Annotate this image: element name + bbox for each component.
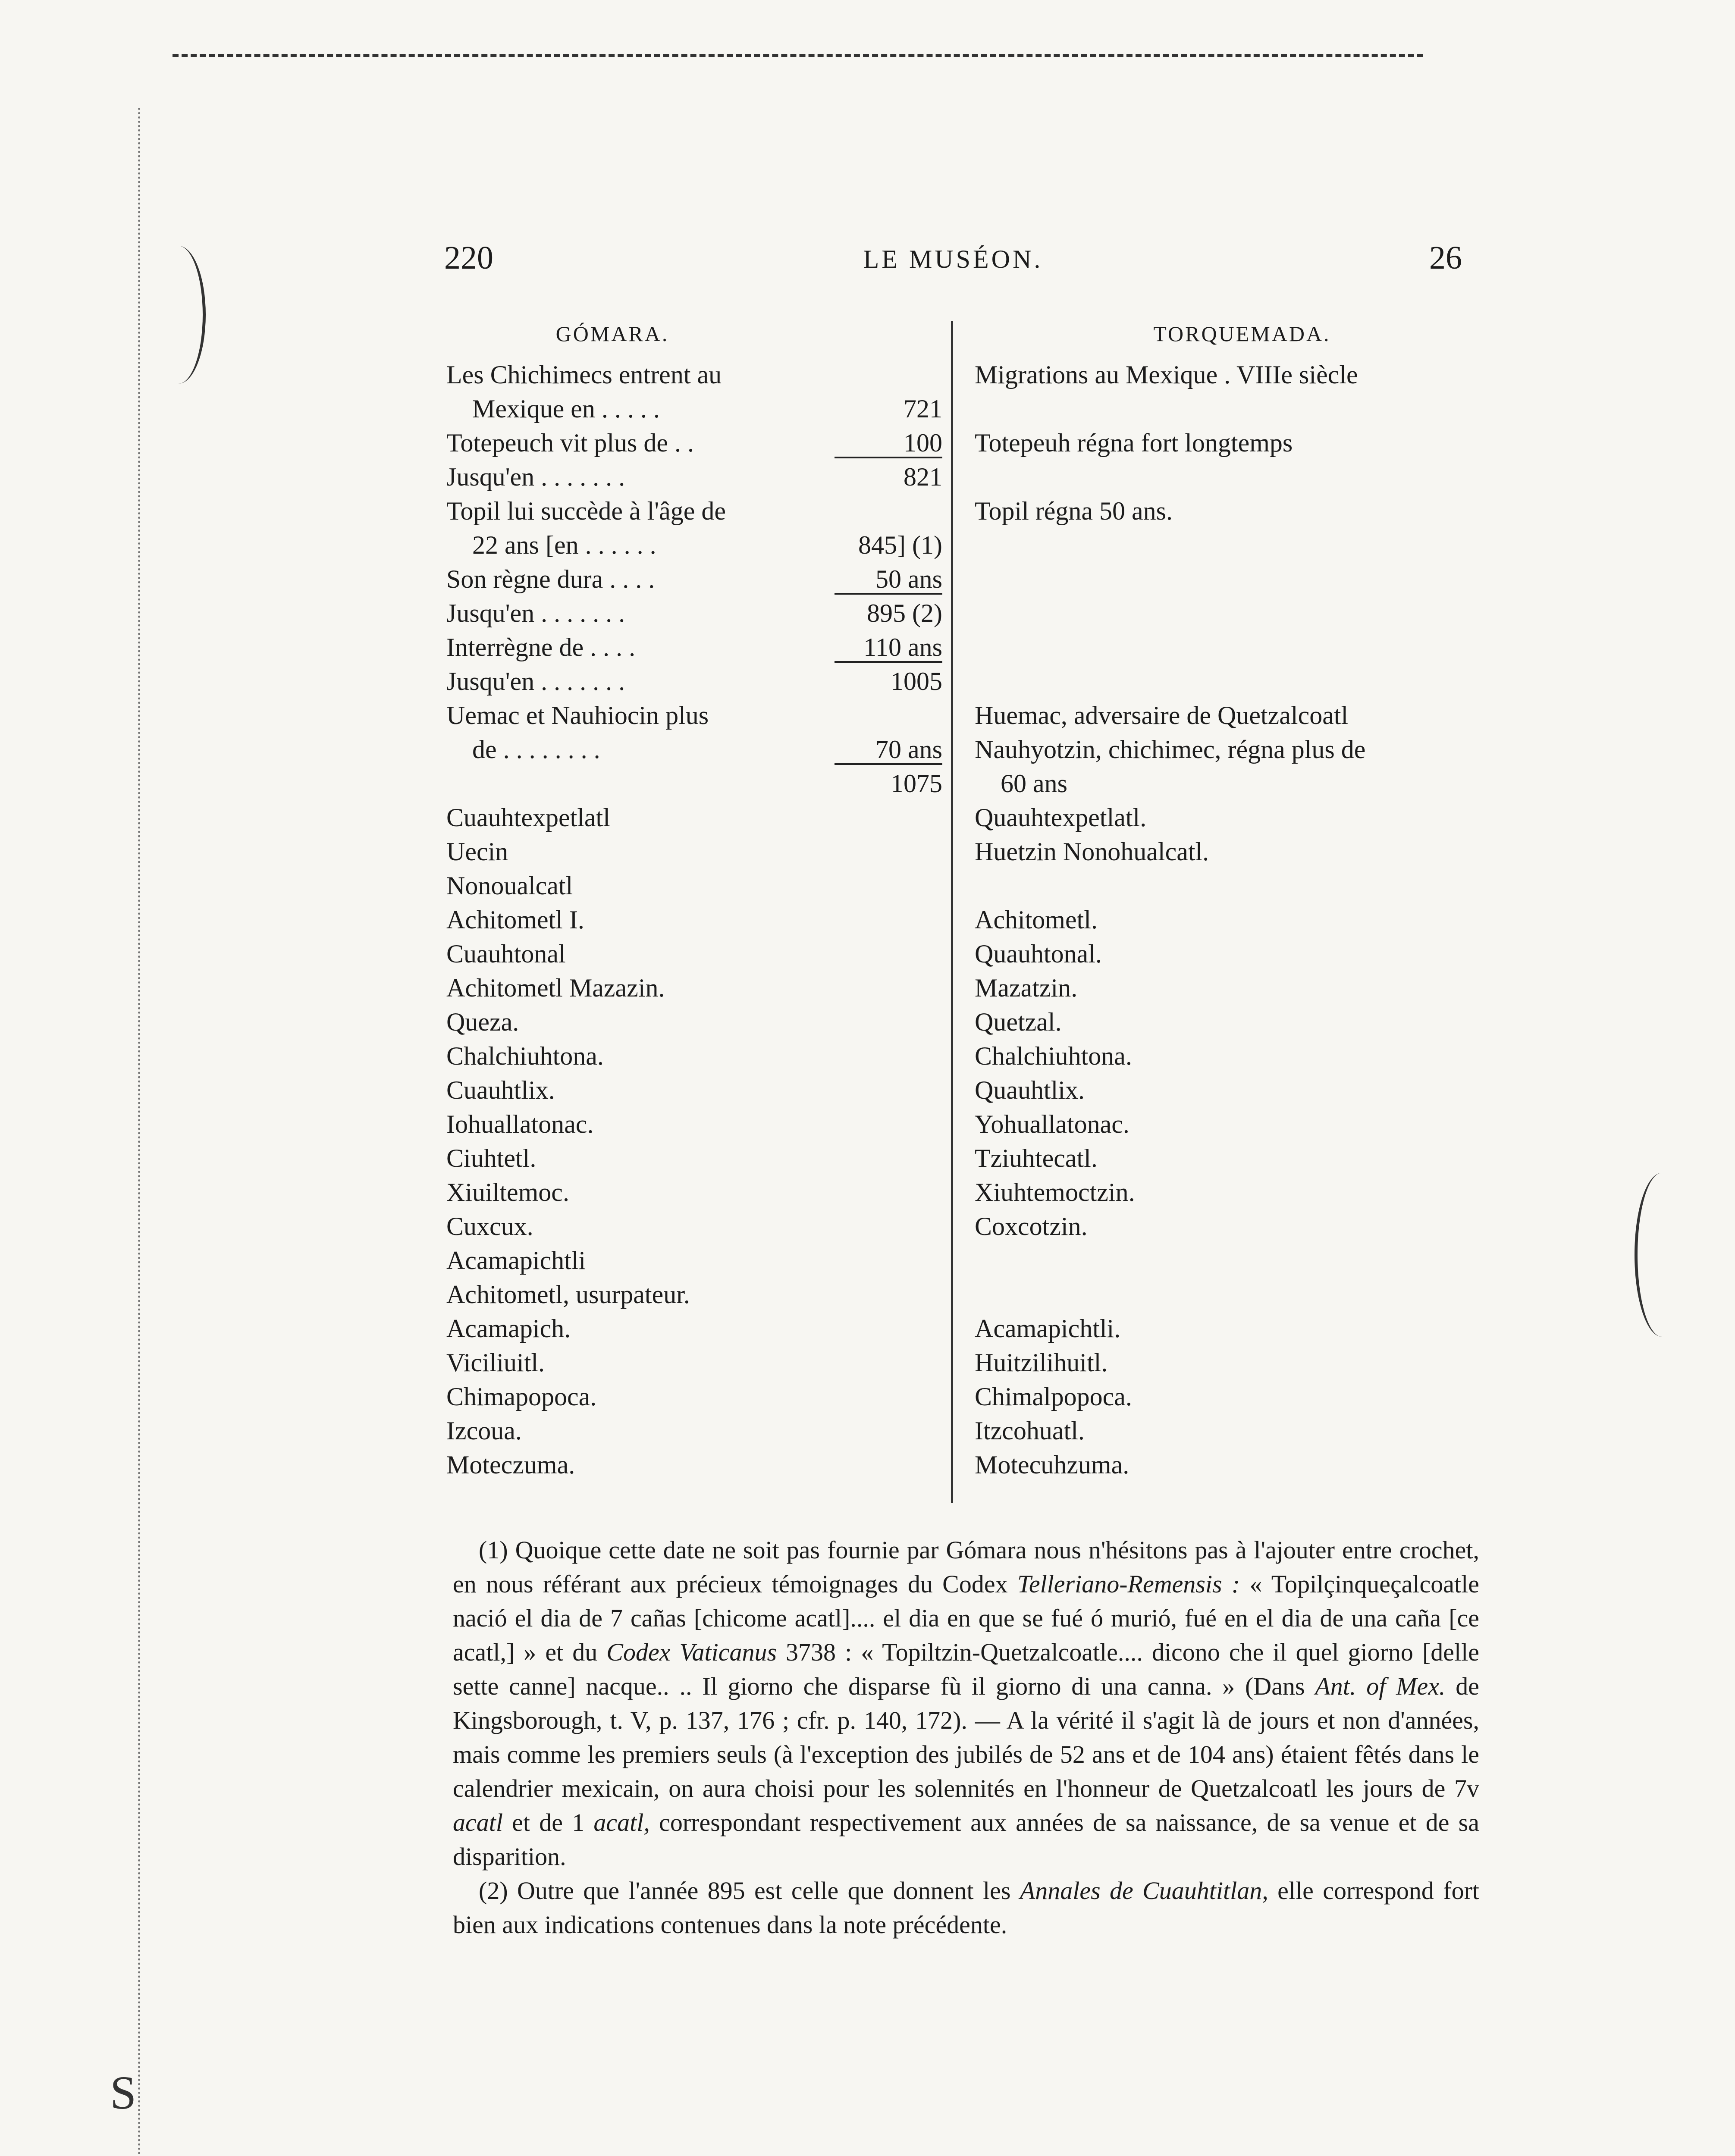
torquemada-row (975, 460, 1531, 494)
running-title: LE MUSÉON. (863, 245, 1043, 273)
gomara-label: Interrègne de . . . . (446, 633, 636, 661)
gomara-row (446, 1448, 942, 1482)
gomara-label: Xiuiltemoc. (446, 1178, 569, 1206)
gomara-label: Jusqu'en . . . . . . . (446, 599, 625, 627)
gomara-row (446, 392, 942, 426)
torquemada-row (975, 1141, 1531, 1175)
gomara-label: Nonoualcatl (446, 871, 573, 900)
torquemada-row (975, 903, 1531, 937)
gomara-label: Uemac et Nauhiocin plus (446, 701, 709, 730)
gomara-label: Acamapich. (446, 1314, 571, 1343)
gomara-value: 721 (904, 395, 942, 423)
gomara-row (446, 1005, 942, 1039)
torquemada-row (975, 767, 1531, 801)
torquemada-label: 60 ans (1001, 769, 1067, 798)
torquemada-row (975, 1175, 1531, 1210)
torquemada-row (975, 1005, 1531, 1039)
gomara-row (446, 1107, 942, 1141)
torquemada-label: Totepeuh régna fort longtemps (975, 429, 1293, 457)
scan-artifact-curve-left (151, 246, 206, 384)
scan-artifact-curve-right (1635, 1173, 1689, 1337)
footnote-2: (2) Outre que l'année 895 est celle que donnent les Annales de Cuauhtitlan, elle correspond fort bien aux indications contenues dans la note précédente. (453, 1877, 1480, 1939)
gomara-label: Chimapopoca. (446, 1382, 597, 1411)
gomara-row (446, 562, 942, 596)
torquemada-row (975, 971, 1531, 1005)
gomara-value: 1075 (891, 769, 942, 798)
gomara-label: Queza. (446, 1008, 519, 1036)
gomara-label: Ciuhtetl. (446, 1144, 537, 1172)
torquemada-row (975, 1210, 1531, 1244)
gomara-row (446, 1175, 942, 1210)
torquemada-label: Chalchiuhtona. (975, 1042, 1132, 1070)
torquemada-row (975, 1278, 1531, 1312)
gomara-row (446, 1278, 942, 1312)
torquemada-label: Quauhtlix. (975, 1076, 1085, 1104)
gomara-row (446, 358, 942, 392)
gomara-label: Cuauhtexpetlatl (446, 803, 610, 832)
torquemada-label: Quauhtexpetlatl. (975, 803, 1147, 832)
torquemada-row (975, 1312, 1531, 1346)
torquemada-label: Chimalpopoca. (975, 1382, 1132, 1411)
torquemada-row (975, 562, 1531, 596)
gomara-label: Uecin (446, 837, 508, 866)
gomara-value: 845] (1) (858, 531, 942, 559)
gomara-label: Mexique en . . . . . (472, 395, 660, 423)
footnote-1: (1) Quoique cette date ne soit pas fournie par Gómara nous n'hésitons pas à l'ajouter entre crochet, en nous référant aux précieux témoignages du Codex Telleriano-Remensis : « Topilçinqueçalcoatle nació el dia de 7 cañas [chicome acatl].... el dia en que se fué ó murió, fué en el dia de una caña [ce acatl,] » et du Codex Vaticanus 3738 : « Topiltzin-Quetzalcoatle.... dicono che il quel giorno [delle sette canne] nacque.. .. Il giorno che disparse fù il giorno di una canna. » (Dans Ant. of Mex. de Kingsborough, t. V, p. 137, 176 ; cfr. p. 140, 172). — A la vérité il s'agit là de jours et non d'années, mais comme les premiers seuls (à l'exception des jubilés de 52 ans et de 104 ans) étaient fêtés dans le calendrier mexicain, on aura choisi pour les solennités en l'honneur de Quetzalcoatl les jours de 7v acatl et de 1 acatl, correspondant respectivement aux années de sa naissance, de sa venue et de sa disparition. (453, 1536, 1479, 1871)
gomara-label: Izcoua. (446, 1416, 522, 1445)
torquemada-row (975, 630, 1531, 664)
gomara-label: Chalchiuhtona. (446, 1042, 604, 1070)
torquemada-label: Huitzilihuitl. (975, 1348, 1108, 1377)
gomara-row (446, 835, 942, 869)
gomara-row (446, 869, 942, 903)
torquemada-label: Coxcotzin. (975, 1212, 1088, 1241)
gomara-row (446, 1414, 942, 1448)
torquemada-row (975, 358, 1531, 392)
torquemada-row (975, 699, 1531, 733)
gomara-row (446, 1244, 942, 1278)
torquemada-column (975, 358, 1531, 1482)
torquemada-row (975, 1448, 1531, 1482)
gomara-label: Moteczuma. (446, 1451, 575, 1479)
gomara-label: Achitometl I. (446, 906, 584, 934)
torquemada-label: Topil régna 50 ans. (975, 497, 1173, 525)
torquemada-heading: TORQUEMADA. (1153, 322, 1331, 346)
torquemada-label: Itzcohuatl. (975, 1416, 1085, 1445)
torquemada-label: Tziuhtecatl. (975, 1144, 1098, 1172)
gomara-value: 821 (904, 463, 942, 491)
torquemada-row (975, 664, 1531, 699)
gomara-row (446, 528, 942, 562)
gomara-row (446, 733, 942, 767)
gomara-value: 70 ans (875, 735, 942, 764)
gomara-row (446, 460, 942, 494)
gomara-row (446, 1039, 942, 1073)
torquemada-label: Huemac, adversaire de Quetzalcoatl (975, 701, 1349, 730)
gomara-label: Iohuallatonac. (446, 1110, 594, 1138)
gomara-column (446, 358, 942, 1482)
torquemada-row (975, 1380, 1531, 1414)
gomara-value: 100 (904, 429, 942, 457)
torquemada-row (975, 1346, 1531, 1380)
gomara-label: 22 ans [en . . . . . . (472, 531, 656, 559)
gomara-row (446, 1210, 942, 1244)
gomara-label: Viciliuitl. (446, 1348, 545, 1377)
torquemada-row (975, 528, 1531, 562)
torquemada-label: Nauhyotzin, chichimec, régna plus de (975, 735, 1366, 764)
scan-artifact-top (173, 54, 1423, 57)
page-header (431, 239, 1475, 287)
gomara-row (446, 596, 942, 630)
torquemada-row (975, 392, 1531, 426)
gomara-row (446, 699, 942, 733)
gomara-label: Cuauhtonal (446, 940, 566, 968)
torquemada-label: Acamapichtli. (975, 1314, 1121, 1343)
torquemada-label: Motecuhzuma. (975, 1451, 1129, 1479)
torquemada-row (975, 835, 1531, 869)
footnotes (453, 1533, 1479, 1942)
torquemada-label: Huetzin Nonohualcatl. (975, 837, 1209, 866)
torquemada-row (975, 869, 1531, 903)
gomara-row (446, 1346, 942, 1380)
gomara-row (446, 937, 942, 971)
gomara-label: Totepeuch vit plus de . . (446, 429, 694, 457)
gomara-value: 50 ans (875, 565, 942, 593)
gomara-label: Cuauhtlix. (446, 1076, 555, 1104)
torquemada-row (975, 1107, 1531, 1141)
gomara-row (446, 1141, 942, 1175)
torquemada-label: Yohuallatonac. (975, 1110, 1129, 1138)
torquemada-label: Mazatzin. (975, 974, 1078, 1002)
gomara-label: Topil lui succède à l'âge de (446, 497, 726, 525)
gomara-row (446, 1312, 942, 1346)
gomara-row (446, 664, 942, 699)
torquemada-row (975, 733, 1531, 767)
gomara-value: 895 (2) (867, 599, 942, 627)
gomara-label: Acamapichtli (446, 1246, 586, 1275)
gomara-row (446, 1380, 942, 1414)
gomara-label: Les Chichimecs entrent au (446, 360, 722, 389)
gomara-row (446, 801, 942, 835)
gomara-heading: GÓMARA. (555, 322, 669, 346)
torquemada-row (975, 494, 1531, 528)
gomara-label: Jusqu'en . . . . . . . (446, 667, 625, 696)
gomara-row (446, 767, 942, 801)
torquemada-label: Quauhtonal. (975, 940, 1102, 968)
column-divider (951, 321, 953, 1503)
torquemada-label: Xiuhtemoctzin. (975, 1178, 1135, 1206)
torquemada-row (975, 596, 1531, 630)
gomara-label: Son règne dura . . . . (446, 565, 655, 593)
torquemada-row (975, 1414, 1531, 1448)
torquemada-label: Migrations au Mexique . VIIIe siècle (975, 360, 1358, 389)
gomara-value: 110 ans (863, 633, 942, 661)
gomara-label: de . . . . . . . . (472, 735, 600, 764)
gomara-row (446, 1073, 942, 1107)
gomara-row (446, 426, 942, 460)
torquemada-label: Quetzal. (975, 1008, 1062, 1036)
signature-number: 26 (1429, 240, 1462, 276)
gomara-label: Achitometl, usurpateur. (446, 1280, 690, 1309)
torquemada-row (975, 937, 1531, 971)
torquemada-row (975, 1073, 1531, 1107)
torquemada-row (975, 1039, 1531, 1073)
gomara-label: Jusqu'en . . . . . . . (446, 463, 625, 491)
torquemada-label: Achitometl. (975, 906, 1098, 934)
gomara-row (446, 971, 942, 1005)
scan-artifact-left-edge (138, 108, 140, 2156)
gomara-row (446, 903, 942, 937)
gomara-label: Achitometl Mazazin. (446, 974, 665, 1002)
torquemada-row (975, 1244, 1531, 1278)
gomara-value: 1005 (891, 667, 942, 696)
gomara-row (446, 630, 942, 664)
gomara-label: Cuxcux. (446, 1212, 533, 1241)
torquemada-row (975, 426, 1531, 460)
page-number: 220 (444, 240, 493, 276)
margin-mark: S (110, 2066, 137, 2119)
torquemada-row (975, 801, 1531, 835)
gomara-row (446, 494, 942, 528)
